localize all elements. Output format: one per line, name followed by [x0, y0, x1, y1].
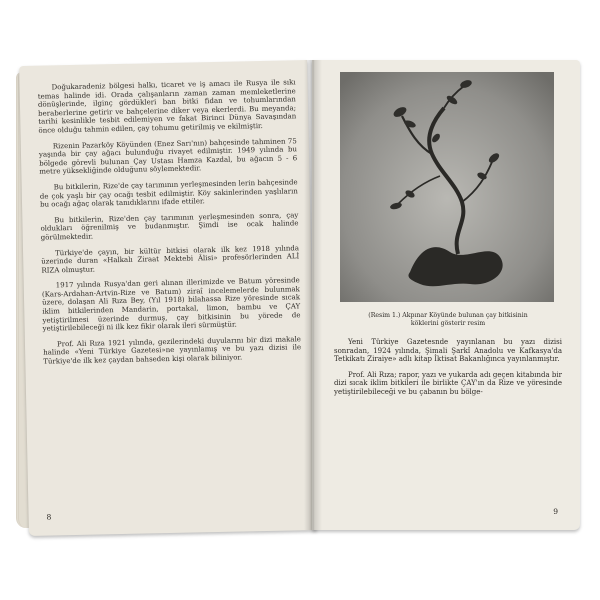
- paragraph: 1917 yılında Rusya'dan geri alınan illerimizde ve Batum yöresinde (Kars-Ardahan-Artvin-Rize ve Batum) ziraî incelemelerde bulunmak üzere, dolaşan Ali Rıza Bey, (Yıl 1918) bilahassa Rize yöresinde sıcak iklim bitkilerinden Mandarin, portakal, limon, bambu ve ÇAY yetiştirilmesi üzerinde durmuş, çay bitkisinin bu yörede de yetiştirilebileceği ni ilk kez fikir olarak ileri sürmüştür.: [41, 276, 301, 333]
- figure-caption: (Resim 1.) Akpınar Köyünde bulunan çay bitkisinin köklerini gösterir resim: [368, 312, 528, 327]
- paragraph: Rizenin Pazarköy Köyünden (Enez Sarı'nın) bahçesinde tahminen 75 yaşında bir çay ağacı bulunduğu rivayet edilmiştir. 1949 yılında bu bölgede görevli bulunan Çay Ustası Hamza Kazdal, bu ağacın 5 - 6 metre yüksekliğinde olduğunu söylemektedir.: [38, 136, 298, 177]
- paragraph: Doğukaradeniz bölgesi halkı, ticaret ve iş amacı ile Rusya ile sıkı temas halinde idi. Orada çalışanların zaman zaman memleketlerine dönüşlerinde, ilginç gördükleri ban bitki fidan ve tohumlarından beraberlerine getirir ve bahçelerine diker veya ekerlerdi. Bu meyanda; tarihi kesinlikle tesbit edilemiyen ve fakat Birinci Dünya Savaşından önce olduğu tahmin edilen, çay tohumu getirilmiş ve ekilmiştir.: [37, 78, 297, 135]
- book-gutter: [304, 60, 322, 530]
- paragraph: Bu bitkilerin, Rize'de çay tarımının yerleşmesinden lerin bahçesinde de çok yaşlı bir çay ocağı tesbit edilmiştir. Köy sakinlerinden yaşlıların bu ocağı ağaç olarak tanıdıklarını ifade ettiler.: [39, 178, 298, 209]
- tea-plant-photo: [340, 72, 554, 302]
- left-page-text: [38, 78, 302, 373]
- paragraph: Prof. Ali Rıza; rapor, yazı ve yukarda adı geçen kitabında bir dizi sıcak iklim bitkileri ile birlikte ÇAY'ın da Rize ve yöresinde yetiştirilebileceği ve bu çabanın bu bölge-: [334, 370, 562, 396]
- tea-plant-roots-image: [340, 72, 554, 302]
- page-number: 9: [553, 507, 558, 516]
- right-page: [312, 60, 580, 530]
- paragraph: Prof. Ali Rıza 1921 yılında, gezilerindeki duyularını bir dizi makale halinde «Yeni Türkiye Gazetesi»ne yayınlamış ve bu yazı dizisi ile Türkiye'de ilk kez çaydan bahseden kişi olarak biliniyor.: [43, 335, 302, 366]
- right-page-text: [334, 338, 562, 404]
- open-book: [14, 60, 586, 542]
- paragraph: Bu bitkilerin, Rize'den çay tarımının yerleşmesinden sonra, çay oldukları öğrenilmiş ve budanmıştır. Şimdi ise ocak halinde görülmektedir.: [40, 210, 299, 242]
- page-number: 8: [46, 512, 52, 522]
- paragraph: Yeni Türkiye Gazetesnde yayınlanan bu yazı dizisi sonradan, 1924 yılında, Şimali Şarkî Anadolu ve Kafkasya'da Tetkikatı Ziraiye» adlı kitap İktisat Bakanlığınca yayınlanmıştır.: [334, 338, 562, 364]
- paragraph: Türkiye'de çayın, bir kültür bitkisi olarak ilk kez 1918 yılında üzerinde duran «Halkalı Ziraat Mektebi Âlisi» profesörlerinden ALİ RIZA olmuştur.: [41, 243, 300, 275]
- left-page: [19, 60, 317, 536]
